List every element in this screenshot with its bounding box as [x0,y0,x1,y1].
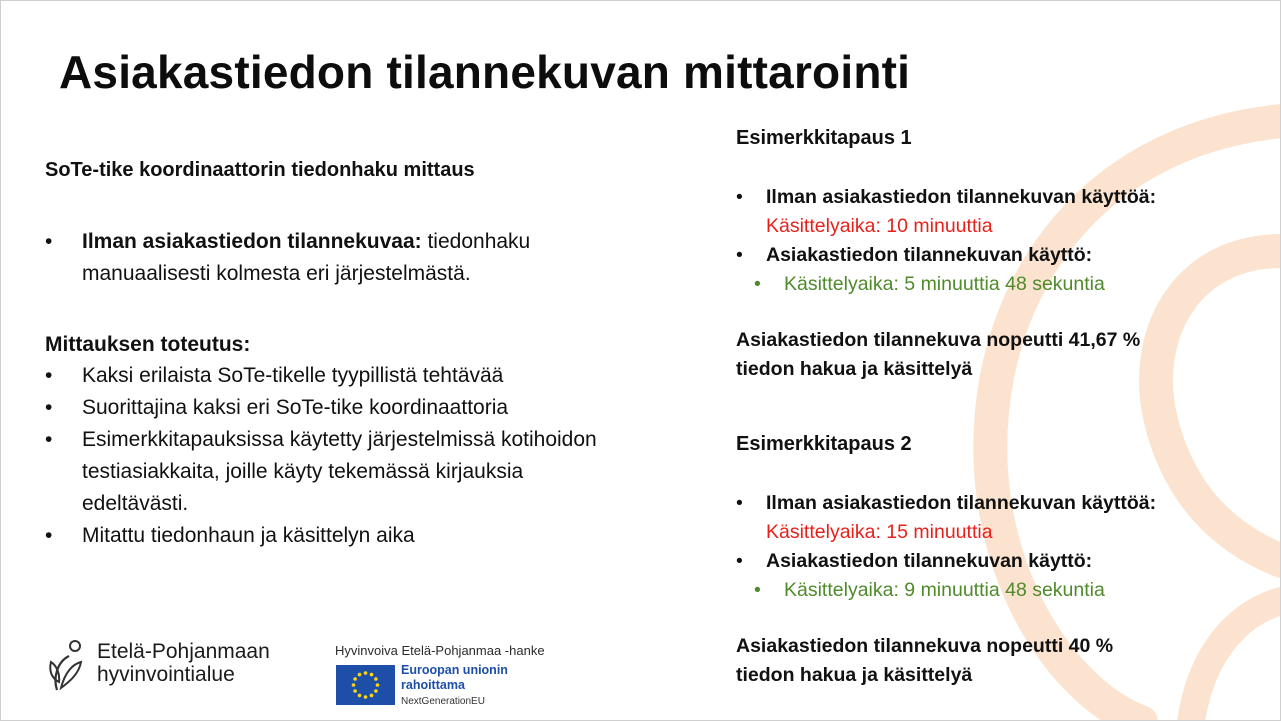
org-name [97,640,270,686]
leaf-icon [49,638,89,694]
method-item: • Esimerkkitapauksissa käytetty järjestelmissä kotihoidon testiasiakkaita, joille käyty tekemässä kirjauksia edeltävästi. [45,424,635,520]
method-item: • Suorittajina kaksi eri SoTe-tike koordinaattoria [45,392,635,424]
case-without-item [736,183,1236,241]
case-bullets [736,183,1236,270]
eu-next-generation: NextGenerationEU [401,696,485,707]
eu-funding-text [401,663,591,707]
case-2 [736,431,1236,690]
method-list [45,360,635,552]
project-caption: Hyvinvoiva Etelä-Pohjanmaa -hanke [335,643,545,658]
case-1 [736,125,1236,384]
method-heading: Mittauksen toteutus: [45,333,251,356]
case-without-label: Ilman asiakastiedon tilannekuvan käyttöä: [766,492,1157,514]
left-column [45,159,635,552]
case-sub-bullets [736,576,1236,605]
right-column [736,125,1236,690]
case-with-label: Asiakastiedon tilannekuvan käyttö: [766,244,1093,266]
eu-funding-line2: rahoittama [401,678,465,692]
case-with-time: • Käsittelyaika: 5 minuuttia 48 sekuntia [736,270,1236,299]
case-title: Esimerkkitapaus 1 [736,127,912,149]
eu-funding-logo [335,643,595,713]
intro-item [45,226,635,290]
eu-funding-line1: Euroopan unionin [401,663,508,677]
case-conclusion-line2: tiedon hakua ja käsittelyä [736,664,973,686]
eu-flag-icon [336,665,395,705]
case-bullets [736,489,1236,576]
case-conclusion [736,326,1236,384]
org-name-line1: Etelä-Pohjanmaan [97,640,270,663]
org-logo [49,638,319,698]
case-conclusion-line1: Asiakastiedon tilannekuva nopeutti 41,67 % [736,329,1141,351]
case-conclusion-line2: tiedon hakua ja käsittelyä [736,358,973,380]
case-with-item [736,241,1236,270]
case-without-time: Käsittelyaika: 10 minuuttia [766,215,993,237]
intro-bold: Ilman asiakastiedon tilannekuvaa: [82,230,422,253]
method-item: • Kaksi erilaista SoTe-tikelle tyypillistä tehtävää [45,360,635,392]
case-conclusion-line1: Asiakastiedon tilannekuva nopeutti 40 % [736,635,1114,657]
slide-title: Asiakastiedon tilannekuvan mittarointi [59,46,911,98]
case-without-item [736,489,1236,547]
case-without-label: Ilman asiakastiedon tilannekuvan käyttöä: [766,186,1157,208]
intro-rest: tiedonhaku manuaalisesti kolmesta eri järjestelmästä. [82,230,531,285]
case-with-label: Asiakastiedon tilannekuvan käyttö: [766,550,1093,572]
case-with-item [736,547,1236,576]
case-sub-bullets [736,270,1236,299]
case-conclusion [736,632,1236,690]
method-item: • Mitattu tiedonhaun ja käsittelyn aika [45,520,635,552]
measurement-subheading: SoTe-tike koordinaattorin tiedonhaku mittaus [45,159,475,181]
org-name-line2: hyvinvointialue [97,663,235,686]
case-with-time: • Käsittelyaika: 9 minuuttia 48 sekuntia [736,576,1236,605]
intro-list [45,226,635,290]
case-title: Esimerkkitapaus 2 [736,433,912,455]
case-without-time: Käsittelyaika: 15 minuuttia [766,521,993,543]
